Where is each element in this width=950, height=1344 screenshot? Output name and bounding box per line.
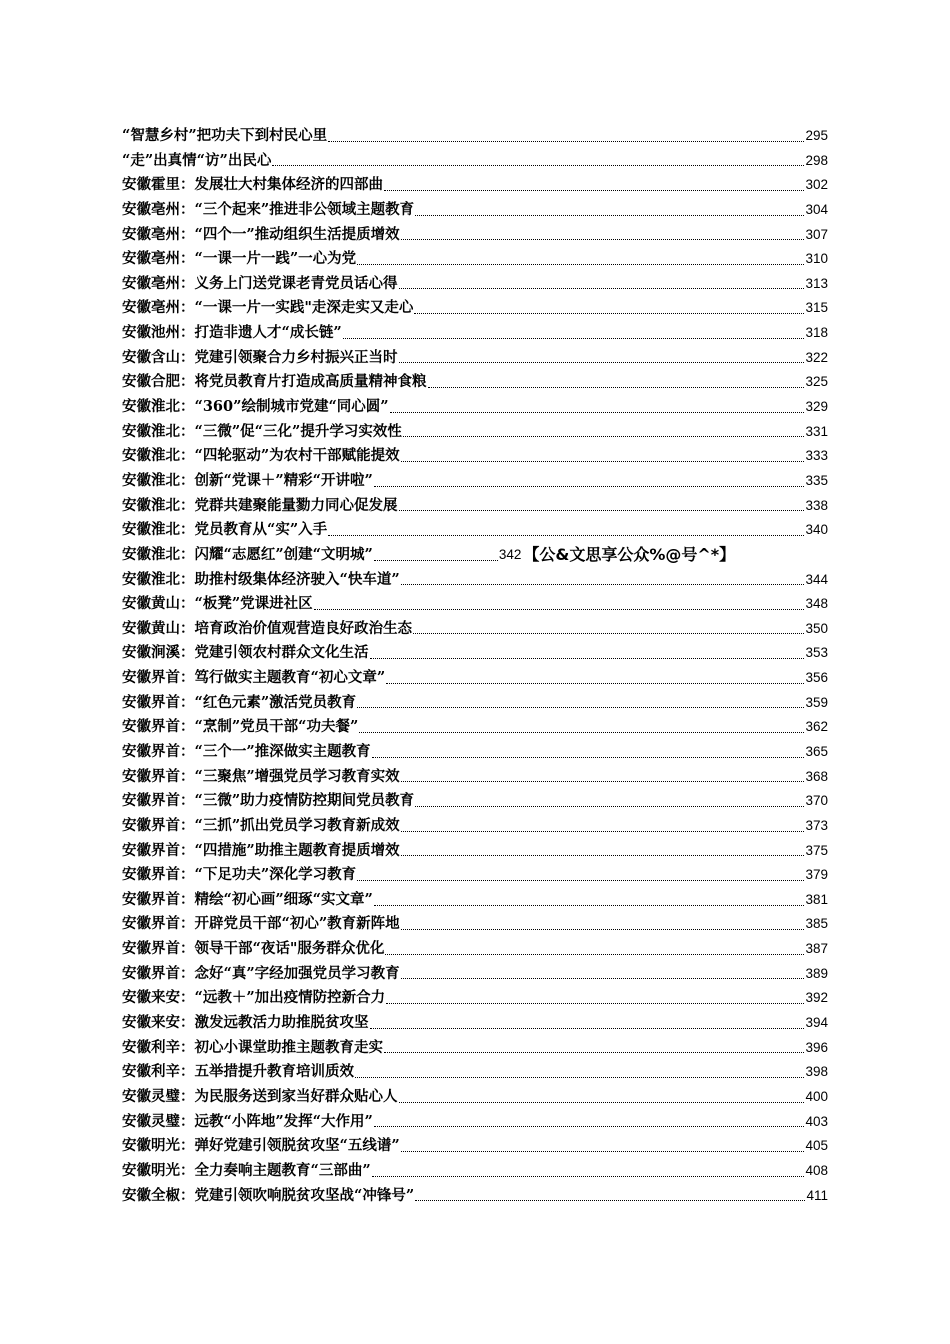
toc-entry-title: 安徽淮北：党群共建聚能量勠力同心促发展 bbox=[122, 496, 398, 514]
dot-leader bbox=[401, 1151, 805, 1152]
toc-entry-title: 安徽界首：“三微”助力疫情防控期间党员教育 bbox=[122, 792, 415, 810]
toc-entry-page-number: 295 bbox=[805, 127, 828, 143]
dot-leader bbox=[401, 831, 805, 832]
toc-entry[interactable] bbox=[122, 1134, 828, 1159]
toc-entry-page-number: 359 bbox=[805, 694, 828, 710]
toc-entry-title: 安徽明光：全力奏响主题教育“三部曲” bbox=[122, 1161, 371, 1179]
toc-entry-title: 安徽霍里：发展壮大村集体经济的四部曲 bbox=[122, 176, 383, 194]
toc-entry[interactable] bbox=[122, 272, 828, 297]
toc-entry[interactable] bbox=[122, 666, 828, 691]
dot-leader bbox=[372, 1176, 805, 1177]
toc-entry-page-number: 389 bbox=[805, 965, 828, 981]
toc-entry[interactable] bbox=[122, 863, 828, 888]
dot-leader bbox=[355, 1077, 804, 1078]
toc-entry-page-number: 313 bbox=[805, 275, 828, 291]
toc-entry-title: 安徽淮北：“四轮驱动”为农村干部赋能提效 bbox=[122, 447, 400, 465]
toc-entry-title: 安徽黄山：培育政治价值观营造良好政治生态 bbox=[122, 619, 412, 637]
toc-entry-page-number: 356 bbox=[805, 670, 828, 686]
toc-entry-title: 安徽淮北：“360”绘制城市党建“同心圆” bbox=[122, 398, 389, 416]
toc-entry-title: 安徽含山：党建引领聚合力乡村振兴正当时 bbox=[122, 348, 398, 366]
dot-leader bbox=[359, 732, 804, 733]
dot-leader bbox=[415, 806, 804, 807]
toc-entry[interactable] bbox=[122, 592, 828, 617]
toc-entry[interactable] bbox=[122, 346, 828, 371]
dot-leader bbox=[399, 288, 805, 289]
toc-entry-title: 安徽亳州：“一课一片一实践"走深走实又走心 bbox=[122, 299, 414, 317]
toc-entry[interactable] bbox=[122, 321, 828, 346]
toc-entry-page-number: 368 bbox=[805, 768, 828, 784]
toc-entry-title: 安徽来安：激发远教活力助推脱贫攻坚 bbox=[122, 1014, 369, 1032]
toc-entry-page-number: 365 bbox=[805, 744, 828, 759]
dot-leader bbox=[415, 215, 804, 216]
toc-entry[interactable] bbox=[122, 814, 828, 839]
toc-entry[interactable] bbox=[122, 986, 828, 1011]
dot-leader bbox=[399, 1102, 805, 1103]
toc-entry-page-number: 315 bbox=[805, 300, 828, 316]
toc-entry-page-number: 362 bbox=[805, 719, 828, 735]
toc-entry-page-number: 408 bbox=[805, 1162, 828, 1178]
toc-entry[interactable] bbox=[122, 124, 828, 149]
toc-entry-title: 安徽池州：打造非遗人才“成长链” bbox=[122, 324, 342, 342]
toc-entry-page-number: 318 bbox=[805, 325, 828, 341]
toc-entry-page-number: 385 bbox=[805, 916, 828, 932]
toc-entry-page-number: 373 bbox=[805, 817, 828, 833]
toc-entry-title: 安徽黄山：“板凳”党课进社区 bbox=[122, 595, 313, 613]
toc-entry-page-number: 370 bbox=[805, 793, 828, 809]
toc-entry[interactable] bbox=[122, 715, 828, 740]
toc-entry-title: 安徽明光：弹好党建引领脱贫攻坚“五线谱” bbox=[122, 1137, 400, 1155]
toc-entry-title: 安徽亳州：“一课一片一践”一心为党 bbox=[122, 250, 357, 268]
toc-entry-page-number: 375 bbox=[805, 842, 828, 858]
dot-leader bbox=[401, 781, 805, 782]
dot-leader bbox=[372, 757, 805, 758]
toc-entry-title: 安徽界首：“下足功夫”深化学习教育 bbox=[122, 866, 357, 884]
toc-entry-title: 安徽利辛：五举措提升教育培训质效 bbox=[122, 1063, 354, 1081]
dot-leader bbox=[328, 141, 804, 142]
toc-entry[interactable] bbox=[122, 839, 828, 864]
toc-entry-title: 安徽淮北：创新“党课＋”精彩“开讲啦” bbox=[122, 471, 373, 489]
toc-entry[interactable] bbox=[122, 370, 828, 395]
toc-entry-title: “走”出真情“访”出民心 bbox=[122, 151, 272, 169]
toc-entry[interactable] bbox=[122, 296, 828, 321]
dot-leader bbox=[414, 313, 804, 314]
dot-leader bbox=[384, 190, 804, 191]
toc-entry-title: 安徽淮北：“三微”促“三化”提升学习实效性 bbox=[122, 422, 402, 440]
toc-entry[interactable] bbox=[122, 173, 828, 198]
toc-entry-page-number: 344 bbox=[805, 571, 828, 587]
toc-entry[interactable] bbox=[122, 1060, 828, 1085]
toc-entry-page-number: 392 bbox=[805, 990, 828, 1006]
toc-entry-page-number: 381 bbox=[805, 891, 828, 907]
toc-entry[interactable] bbox=[122, 543, 828, 568]
toc-entry-title: 安徽界首：“三抓”抓出党员学习教育新成效 bbox=[122, 816, 400, 834]
toc-entry-title: 安徽亳州：“四个一”推动组织生活提质增效 bbox=[122, 225, 400, 243]
toc-entry-page-number: 411 bbox=[806, 1187, 828, 1203]
toc-entry-page-number: 302 bbox=[805, 177, 828, 193]
toc-entry[interactable] bbox=[122, 420, 828, 445]
toc-entry-page-number: 348 bbox=[805, 596, 828, 612]
toc-entry-title: 安徽灵璧：为民服务送到家当好群众贴心人 bbox=[122, 1087, 398, 1105]
toc-entry-page-number: 307 bbox=[805, 226, 828, 242]
toc-entry[interactable] bbox=[122, 1110, 828, 1135]
toc-entry-page-number: 329 bbox=[805, 399, 828, 415]
toc-entry-title: 安徽灵璧：远教“小阵地”发挥“大作用” bbox=[122, 1112, 373, 1130]
dot-leader bbox=[386, 1003, 804, 1004]
dot-leader bbox=[401, 461, 805, 462]
toc-entry[interactable] bbox=[122, 691, 828, 716]
toc-entry-page-number: 396 bbox=[805, 1039, 828, 1055]
dot-leader bbox=[357, 880, 804, 881]
toc-entry-page-number: 350 bbox=[805, 620, 828, 636]
dot-leader bbox=[314, 609, 805, 610]
toc-entry[interactable] bbox=[122, 1011, 828, 1036]
toc-entry[interactable] bbox=[122, 395, 828, 420]
dot-leader bbox=[386, 683, 804, 684]
dot-leader bbox=[399, 510, 805, 511]
toc-entry-page-number: 403 bbox=[805, 1113, 828, 1129]
toc-entry-page-number: 340 bbox=[805, 522, 828, 538]
dot-leader bbox=[415, 1200, 805, 1201]
toc-entry[interactable] bbox=[122, 641, 828, 666]
toc-entry-title: “智慧乡村”把功夫下到村民心里 bbox=[122, 126, 328, 144]
toc-entry[interactable] bbox=[122, 247, 828, 272]
toc-entry-title: 安徽界首：“烹制”党员干部“功夫餐” bbox=[122, 718, 359, 736]
toc-entry-title: 安徽亳州：义务上门送党课老青党员话心得 bbox=[122, 274, 398, 292]
toc-entry[interactable] bbox=[122, 913, 828, 938]
toc-entry-title: 安徽界首：精绘“初心画”细琢“实文章” bbox=[122, 890, 373, 908]
dot-leader bbox=[390, 412, 805, 413]
toc-entry-page-number: 400 bbox=[805, 1088, 828, 1104]
toc-entry-page-number: 298 bbox=[805, 152, 828, 168]
dot-leader bbox=[399, 362, 805, 363]
toc-entry-title: 安徽界首：“四措施”助推主题教育提质增效 bbox=[122, 841, 400, 859]
dot-leader bbox=[272, 165, 804, 166]
toc-entry-page-number: 398 bbox=[805, 1064, 828, 1080]
toc-entry-page-number: 333 bbox=[805, 448, 828, 464]
toc-entry-title: 安徽亳州：“三个起来”推进非公领域主题教育 bbox=[122, 200, 415, 218]
toc-entry[interactable] bbox=[122, 789, 828, 814]
toc-entry-page-number: 310 bbox=[805, 251, 828, 267]
toc-entry-title: 安徽界首：笃行做实主题教育“初心文章” bbox=[122, 669, 386, 687]
dot-leader bbox=[401, 855, 805, 856]
toc-entry[interactable] bbox=[122, 444, 828, 469]
watermark-text: 【公&文思享公众%@号^*】 bbox=[523, 544, 736, 564]
toc-entry-page-number: 387 bbox=[805, 941, 828, 957]
toc-entry-title: 安徽淮北：党员教育从“实”入手 bbox=[122, 521, 328, 539]
toc-entry[interactable] bbox=[122, 568, 828, 593]
toc-entry[interactable] bbox=[122, 149, 828, 174]
toc-entry-page-number: 338 bbox=[805, 497, 828, 513]
toc-entry-page-number: 331 bbox=[805, 423, 828, 439]
dot-leader bbox=[374, 486, 805, 487]
dot-leader bbox=[357, 707, 804, 708]
toc-entry[interactable] bbox=[122, 1159, 828, 1184]
toc-entry-title: 安徽合肥：将党员教育片打造成高质量精神食粮 bbox=[122, 373, 427, 391]
dot-leader bbox=[357, 264, 804, 265]
dot-leader bbox=[343, 338, 805, 339]
toc-entry-title: 安徽界首：念好“真”字经加强党员学习教育 bbox=[122, 964, 400, 982]
toc-entry-title: 安徽来安：“远教＋”加出疫情防控新合力 bbox=[122, 989, 386, 1007]
toc-entry[interactable] bbox=[122, 518, 828, 543]
toc-entry-page-number: 394 bbox=[805, 1015, 828, 1031]
dot-leader bbox=[401, 978, 805, 979]
toc-entry[interactable] bbox=[122, 1085, 828, 1110]
dot-leader bbox=[413, 633, 804, 634]
toc-entry[interactable] bbox=[122, 1036, 828, 1061]
toc-entry-title: 安徽淮北：闪耀“志愿红”创建“文明城” bbox=[122, 545, 373, 563]
toc-entry[interactable] bbox=[122, 223, 828, 248]
toc-entry-page-number: 322 bbox=[805, 349, 828, 365]
toc-entry-title: 安徽界首：开辟党员干部“初心”教育新阵地 bbox=[122, 915, 400, 933]
toc-entry[interactable] bbox=[122, 888, 828, 913]
toc-entry-page-number: 405 bbox=[805, 1138, 828, 1154]
dot-leader bbox=[384, 1052, 804, 1053]
table-of-contents bbox=[122, 124, 828, 1208]
toc-entry-page-number: 335 bbox=[805, 472, 828, 488]
toc-entry[interactable] bbox=[122, 1184, 828, 1209]
toc-entry[interactable] bbox=[122, 469, 828, 494]
toc-entry-title: 安徽界首：领导干部“夜话"服务群众优化 bbox=[122, 940, 385, 958]
dot-leader bbox=[370, 658, 805, 659]
toc-entry-title: 安徽淮北：助推村级集体经济驶入“快车道” bbox=[122, 570, 400, 588]
dot-leader bbox=[328, 535, 804, 536]
toc-entry[interactable] bbox=[122, 617, 828, 642]
dot-leader bbox=[374, 1126, 805, 1127]
dot-leader bbox=[374, 905, 805, 906]
dot-leader bbox=[401, 239, 805, 240]
toc-entry[interactable] bbox=[122, 765, 828, 790]
toc-entry[interactable] bbox=[122, 937, 828, 962]
toc-entry-title: 安徽涧溪：党建引领农村群众文化生活 bbox=[122, 644, 369, 662]
toc-entry-title: 安徽界首：“三聚焦”增强党员学习教育实效 bbox=[122, 767, 400, 785]
toc-entry[interactable] bbox=[122, 494, 828, 519]
dot-leader bbox=[370, 1028, 805, 1029]
dot-leader bbox=[428, 387, 805, 388]
dot-leader bbox=[401, 929, 805, 930]
toc-entry-page-number: 325 bbox=[805, 374, 828, 390]
toc-entry[interactable] bbox=[122, 198, 828, 223]
dot-leader bbox=[403, 436, 805, 437]
toc-entry-page-number: 304 bbox=[805, 201, 828, 217]
toc-entry-title: 安徽界首：“红色元素”激活党员教育 bbox=[122, 693, 357, 711]
toc-entry-page-number: 342 bbox=[498, 546, 522, 562]
dot-leader bbox=[401, 584, 805, 585]
toc-entry[interactable] bbox=[122, 962, 828, 987]
toc-entry-title: 安徽利辛：初心小课堂助推主题教育走实 bbox=[122, 1038, 383, 1056]
toc-entry-page-number: 379 bbox=[805, 867, 828, 883]
toc-entry[interactable] bbox=[122, 740, 828, 765]
dot-leader bbox=[374, 560, 498, 561]
dot-leader bbox=[385, 954, 804, 955]
toc-entry-title: 安徽界首：“三个一”推深做实主题教育 bbox=[122, 743, 371, 760]
toc-entry-page-number: 353 bbox=[805, 645, 828, 661]
toc-entry-title: 安徽全椒：党建引领吹响脱贫攻坚战“冲锋号” bbox=[122, 1186, 415, 1204]
